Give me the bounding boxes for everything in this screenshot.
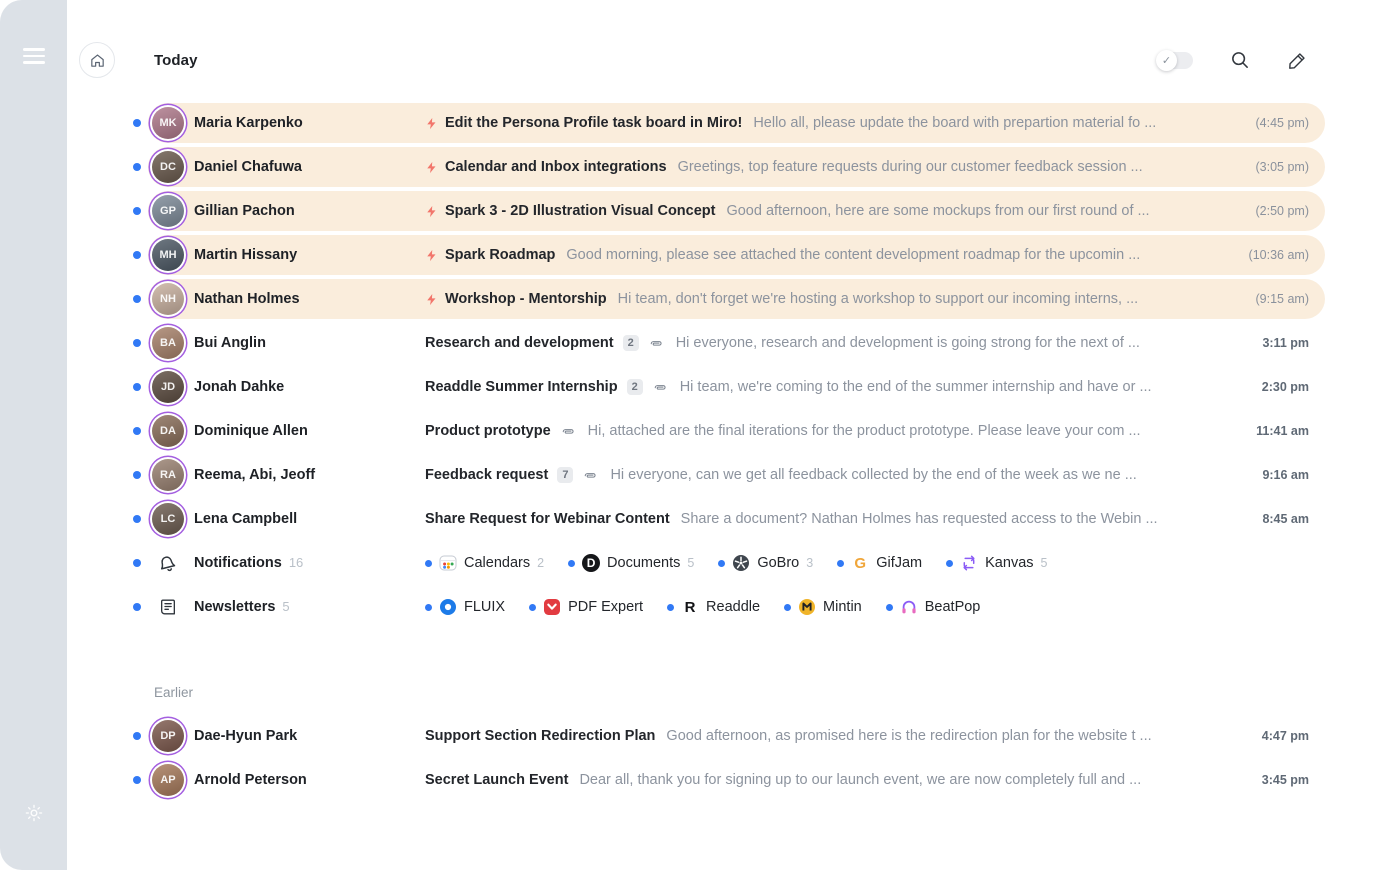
- sender-name: Jonah Dahke: [194, 379, 285, 395]
- thread-count-badge: 7: [557, 467, 573, 483]
- calendars-icon: [439, 554, 457, 572]
- email-preview: Hi everyone, research and development is going strong for the next of ...: [675, 335, 1140, 351]
- unread-dot-col: [125, 251, 148, 259]
- unread-dot: [529, 604, 536, 611]
- email-time: 3:11 pm: [1262, 336, 1309, 350]
- unread-dot-col: [125, 163, 148, 171]
- app-chip-documents[interactable]: [568, 554, 694, 572]
- sender-name: Gillian Pachon: [194, 203, 295, 219]
- avatar: DP: [152, 720, 184, 752]
- email-row-body: [148, 279, 1325, 319]
- sender-name: Daniel Chafuwa: [194, 159, 302, 175]
- thread-count-badge: 2: [627, 379, 643, 395]
- email-time: (3:05 pm): [1255, 160, 1309, 174]
- digest-label: Newsletters: [194, 599, 276, 615]
- newsletter-icon: [152, 597, 184, 617]
- unread-dot-col: [125, 776, 148, 784]
- unread-dot-col: [125, 515, 148, 523]
- left-rail: [0, 0, 67, 870]
- email-row-body: [148, 455, 1325, 495]
- avatar: MK: [152, 107, 184, 139]
- unread-dot: [784, 604, 791, 611]
- sender-name: Reema, Abi, Jeoff: [194, 467, 316, 483]
- email-list: [67, 101, 1400, 802]
- sender-name: Dae-Hyun Park: [194, 728, 298, 744]
- readdle-icon: R: [684, 598, 696, 616]
- bolt-icon: [425, 160, 438, 175]
- unread-dot: [133, 603, 141, 611]
- unread-dot-col: [125, 383, 148, 391]
- unread-dot: [133, 383, 141, 391]
- avatar: DC: [152, 151, 184, 183]
- email-subject: Feedback request: [425, 467, 549, 483]
- sender-name: Bui Anglin: [194, 335, 266, 351]
- email-row[interactable]: [125, 277, 1325, 321]
- app-chip-name: FLUIX: [464, 599, 506, 615]
- email-row[interactable]: [125, 453, 1325, 497]
- app-chip-name: Calendars: [464, 555, 531, 571]
- today-section: [125, 101, 1325, 541]
- unread-dot-col: [125, 732, 148, 740]
- app-chip-gifjam[interactable]: [837, 554, 922, 572]
- app-chip-mintin[interactable]: [784, 598, 862, 616]
- app-chip-name: GifJam: [876, 555, 923, 571]
- unread-dot: [133, 163, 141, 171]
- app-chip-name: Mintin: [823, 599, 862, 615]
- digest-row-body: [148, 543, 1325, 583]
- search-button[interactable]: [1229, 49, 1251, 71]
- email-subject: Secret Launch Event: [425, 772, 569, 788]
- email-row-body: [148, 716, 1325, 756]
- app-chip-name: BeatPop: [924, 599, 981, 615]
- sender-name: Lena Campbell: [194, 511, 298, 527]
- email-subject: Edit the Persona Profile task board in Miro!: [445, 115, 743, 131]
- unread-dot-col: [125, 207, 148, 215]
- email-row-body: [148, 367, 1325, 407]
- app-chip-pdf-expert[interactable]: [529, 598, 643, 616]
- unread-dot-col: [125, 603, 148, 611]
- digest-label-col: [194, 599, 425, 615]
- content-area: [67, 0, 1400, 870]
- app-chip-fluix[interactable]: [425, 598, 505, 616]
- gifjam-icon: G: [854, 554, 867, 572]
- email-time: 2:30 pm: [1261, 380, 1309, 394]
- unread-dot: [133, 251, 141, 259]
- home-icon: [89, 52, 106, 69]
- email-row-body: [148, 191, 1325, 231]
- email-time: 3:45 pm: [1261, 773, 1309, 787]
- unread-dot: [425, 604, 432, 611]
- digest-count: 16: [288, 555, 304, 570]
- email-row-body: [148, 235, 1325, 275]
- header: [67, 42, 1400, 78]
- email-preview: Good afternoon, here are some mockups from our first round of ...: [726, 203, 1150, 219]
- avatar: JD: [152, 371, 184, 403]
- unread-dot: [946, 560, 953, 567]
- email-row[interactable]: [125, 101, 1325, 145]
- unread-dot-col: [125, 339, 148, 347]
- unread-dot: [133, 471, 141, 479]
- search-icon: [1229, 49, 1251, 71]
- gear-icon[interactable]: [24, 803, 44, 828]
- digest-label-col: [194, 555, 425, 571]
- email-preview: Hi, attached are the final iterations for the product prototype. Please leave your com ...: [587, 423, 1141, 439]
- unread-dot: [133, 427, 141, 435]
- sender-name: Nathan Holmes: [194, 291, 300, 307]
- paperclip-icon: [648, 336, 665, 351]
- email-row-body: [148, 411, 1325, 451]
- bolt-icon: [425, 204, 438, 219]
- email-row-body: [148, 760, 1325, 800]
- email-row-body: [148, 103, 1325, 143]
- unread-dot: [837, 560, 844, 567]
- mintin-icon: [798, 598, 816, 616]
- email-time: 8:45 am: [1262, 512, 1309, 526]
- unread-dot: [133, 295, 141, 303]
- email-time: 4:47 pm: [1261, 729, 1309, 743]
- email-row[interactable]: [125, 409, 1325, 453]
- beatpop-icon: [900, 598, 918, 616]
- digest-row[interactable]: [125, 541, 1325, 585]
- email-row[interactable]: [125, 321, 1325, 365]
- compose-icon: [1287, 50, 1308, 71]
- app-chip-name: PDF Expert: [568, 599, 644, 615]
- paperclip-icon: [582, 468, 599, 483]
- kanvas-icon: [960, 554, 978, 572]
- bolt-icon: [425, 292, 438, 307]
- app-chip-name: Documents: [607, 555, 681, 571]
- compose-button[interactable]: [1287, 50, 1308, 71]
- unread-dot: [133, 732, 141, 740]
- unread-dot-col: [125, 427, 148, 435]
- paperclip-icon: [652, 380, 669, 395]
- unread-dot: [133, 515, 141, 523]
- email-row[interactable]: [125, 714, 1325, 758]
- email-time: 11:41 am: [1256, 424, 1309, 438]
- page-title: Today: [154, 51, 198, 69]
- avatar: LC: [152, 503, 184, 535]
- digest-row[interactable]: [125, 585, 1325, 629]
- email-subject: Calendar and Inbox integrations: [445, 159, 667, 175]
- email-preview: Hi team, we're coming to the end of the summer internship and have or ...: [679, 379, 1152, 395]
- paperclip-icon: [560, 424, 577, 439]
- email-subject: Spark 3 - 2D Illustration Visual Concept: [445, 203, 716, 219]
- email-subject: Product prototype: [425, 423, 551, 439]
- email-preview: Hi team, don't forget we're hosting a workshop to support our incoming interns, ...: [617, 291, 1139, 307]
- email-row-body: [148, 147, 1325, 187]
- app-chip-name: Readdle: [706, 599, 761, 615]
- check-icon: ✓: [1156, 50, 1177, 71]
- avatar: NH: [152, 283, 184, 315]
- unread-dot: [133, 339, 141, 347]
- unread-dot-col: [125, 119, 148, 127]
- unread-dot: [133, 207, 141, 215]
- email-preview: Greetings, top feature requests during our customer feedback session ...: [677, 159, 1143, 175]
- unread-dot: [133, 776, 141, 784]
- sender-name: Arnold Peterson: [194, 772, 307, 788]
- app-chip-kanvas[interactable]: [946, 554, 1047, 572]
- unread-dot: [667, 604, 674, 611]
- app-chip-gobro[interactable]: [718, 554, 813, 572]
- email-time: (10:36 am): [1248, 248, 1309, 262]
- priority-toggle[interactable]: [1157, 52, 1193, 69]
- email-time: 9:16 am: [1262, 468, 1309, 482]
- app-chip-beatpop[interactable]: [886, 598, 981, 616]
- digest-label: Notifications: [194, 555, 282, 571]
- email-preview: Share a document? Nathan Holmes has requested access to the Webin ...: [680, 511, 1158, 527]
- sender-name: Maria Karpenko: [194, 115, 303, 131]
- email-subject: Workshop - Mentorship: [445, 291, 607, 307]
- app-chip-readdle[interactable]: [667, 598, 760, 616]
- email-time: (9:15 am): [1255, 292, 1309, 306]
- app-chip-list: [425, 554, 1309, 572]
- bell-icon: [152, 552, 184, 574]
- email-subject: Share Request for Webinar Content: [425, 511, 670, 527]
- app-chip-count: 2: [537, 556, 545, 570]
- unread-dot: [133, 559, 141, 567]
- email-row[interactable]: [125, 189, 1325, 233]
- sender-name: Dominique Allen: [194, 423, 308, 439]
- unread-dot: [886, 604, 893, 611]
- email-subject: Research and development: [425, 335, 614, 351]
- email-row-body: [148, 323, 1325, 363]
- gobro-icon: [732, 554, 750, 572]
- unread-dot: [133, 119, 141, 127]
- unread-dot: [425, 560, 432, 567]
- bolt-icon: [425, 116, 438, 131]
- home-button[interactable]: [79, 42, 115, 78]
- email-row[interactable]: [125, 233, 1325, 277]
- app-chip-name: Kanvas: [985, 555, 1034, 571]
- email-row[interactable]: [125, 497, 1325, 541]
- app-chip-list: [425, 598, 1309, 616]
- email-subject: Readdle Summer Internship: [425, 379, 618, 395]
- avatar: BA: [152, 327, 184, 359]
- app-chip-name: GoBro: [757, 555, 800, 571]
- email-row[interactable]: [125, 758, 1325, 802]
- email-time: (2:50 pm): [1255, 204, 1309, 218]
- pdfexpert-icon: [543, 598, 561, 616]
- documents-icon: D: [582, 554, 600, 572]
- email-preview: Good afternoon, as promised here is the redirection plan for the website t ...: [666, 728, 1152, 744]
- email-preview: Hello all, please update the board with prepartion material fo ...: [753, 115, 1157, 131]
- unread-dot-col: [125, 295, 148, 303]
- thread-count-badge: 2: [623, 335, 639, 351]
- app-chip-calendars[interactable]: [425, 554, 544, 572]
- unread-dot: [568, 560, 575, 567]
- email-subject: Spark Roadmap: [445, 247, 556, 263]
- earlier-section: [125, 714, 1325, 802]
- email-preview: Dear all, thank you for signing up to our launch event, we are now completely full and ...: [579, 772, 1142, 788]
- earlier-section-label: Earlier: [154, 685, 194, 700]
- avatar: DA: [152, 415, 184, 447]
- bolt-icon: [425, 248, 438, 263]
- unread-dot: [718, 560, 725, 567]
- app-chip-count: 5: [687, 556, 695, 570]
- avatar: AP: [152, 764, 184, 796]
- avatar: MH: [152, 239, 184, 271]
- digest-row-body: [148, 587, 1325, 627]
- unread-dot-col: [125, 559, 148, 567]
- fluix-icon: [439, 598, 457, 616]
- unread-dot-col: [125, 471, 148, 479]
- email-row[interactable]: [125, 365, 1325, 409]
- digest-count: 5: [282, 599, 290, 614]
- avatar: RA: [152, 459, 184, 491]
- email-row-body: [148, 499, 1325, 539]
- email-time: (4:45 pm): [1255, 116, 1309, 130]
- sender-name: Martin Hissany: [194, 247, 298, 263]
- hamburger-icon[interactable]: [23, 48, 45, 64]
- email-preview: Hi everyone, can we get all feedback collected by the end of the week as we ne ...: [610, 467, 1137, 483]
- avatar: GP: [152, 195, 184, 227]
- email-row[interactable]: [125, 145, 1325, 189]
- email-subject: Support Section Redirection Plan: [425, 728, 656, 744]
- app-chip-count: 5: [1040, 556, 1048, 570]
- app-chip-count: 3: [806, 556, 814, 570]
- email-preview: Good morning, please see attached the content development roadmap for the upcomin ...: [566, 247, 1141, 263]
- digest-section: [125, 541, 1325, 629]
